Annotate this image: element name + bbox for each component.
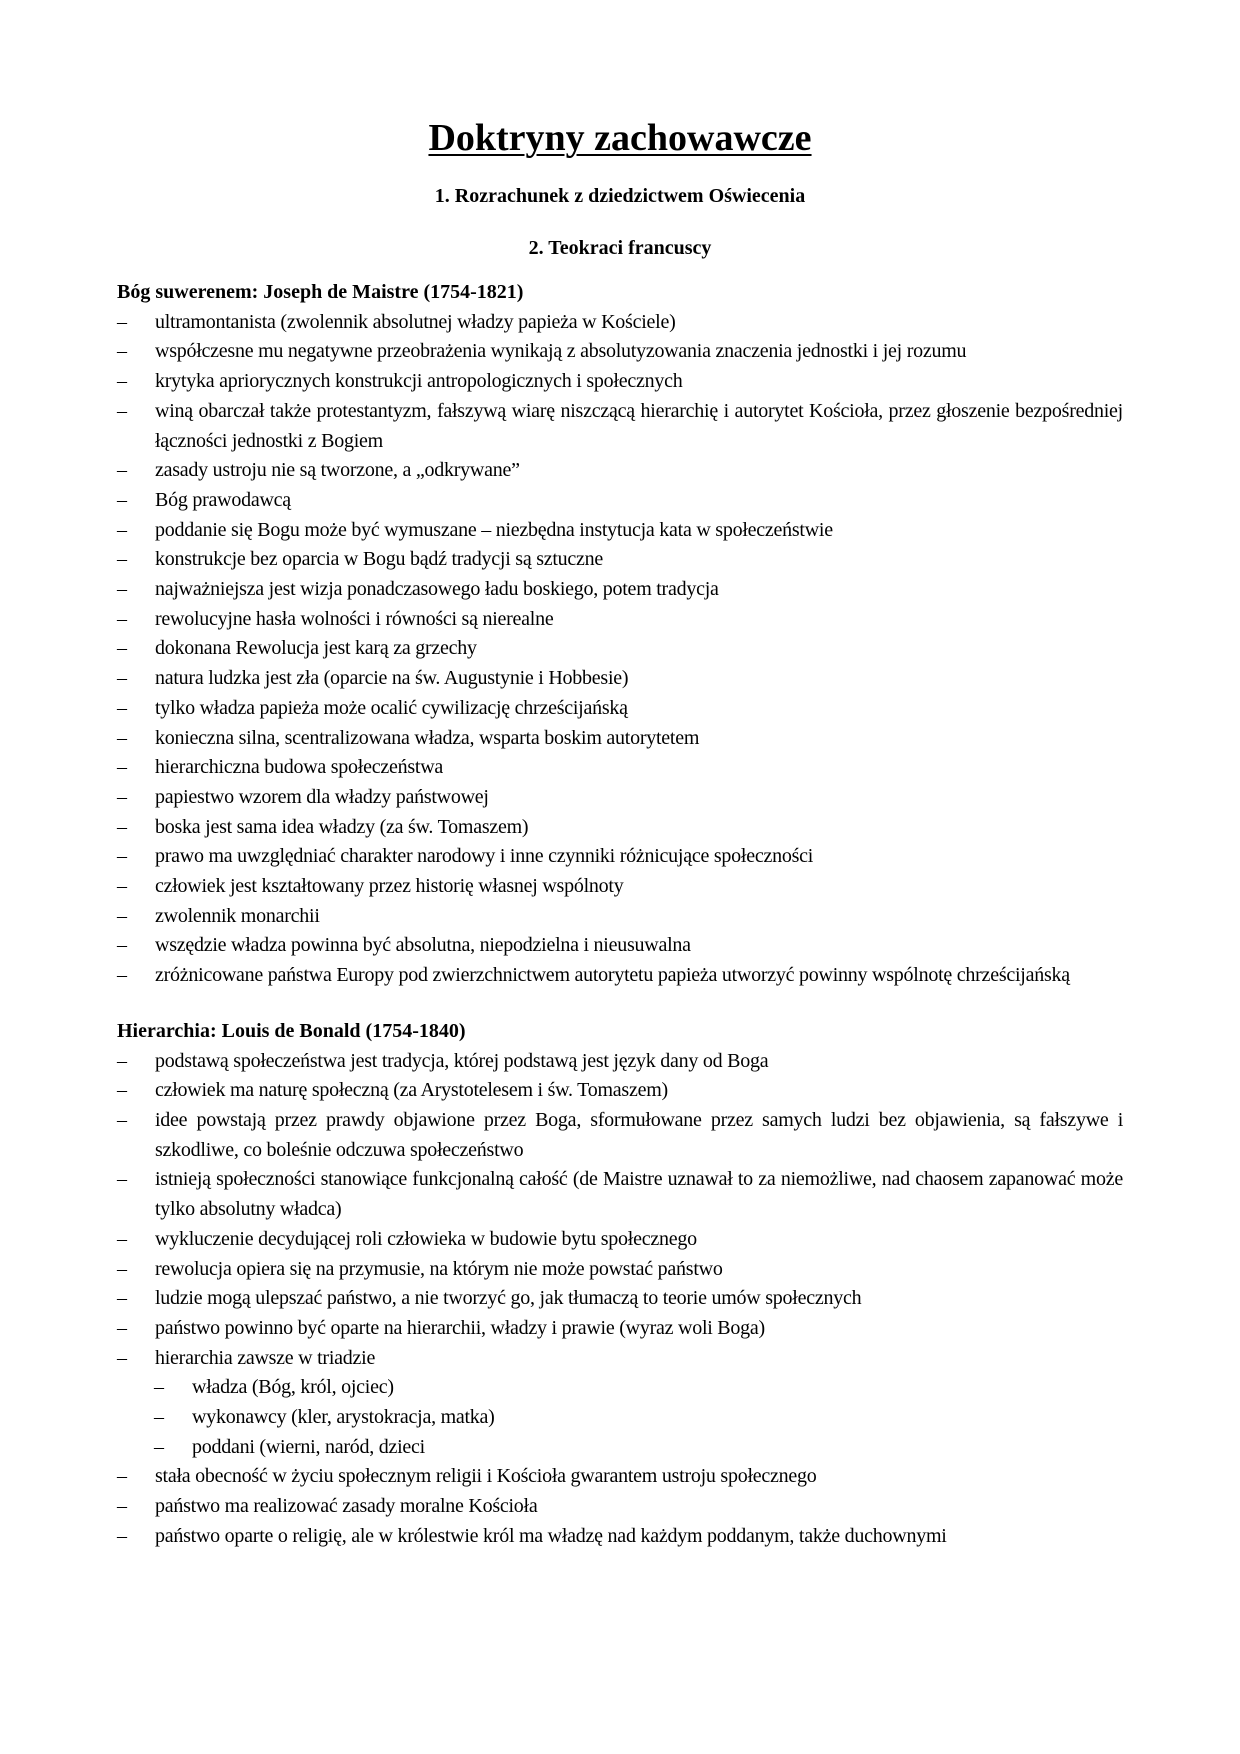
list-item-text: stała obecność w życiu społecznym religii i Kościoła gwarantem ustroju społecznego <box>155 1465 817 1488</box>
dash-bullet-marker: – <box>154 1406 164 1429</box>
list-item <box>117 1165 1123 1224</box>
list-item <box>117 1047 1123 1077</box>
list-item-text: ludzie mogą ulepszać państwo, a nie tworzyć go, jak tłumaczą to teorie umów społecznych <box>155 1287 862 1310</box>
list-item-text: winą obarczał także protestantyzm, fałszywą wiarę niszczącą hierarchię i autorytet Kościoła, przez głoszenie bezpośredniej łączności jednostki z Bogiem <box>155 399 1123 452</box>
section-heading-2: 2. Teokraci francuscy <box>528 237 712 259</box>
dash-bullet-marker: – <box>117 667 127 690</box>
dash-bullet-marker: – <box>117 815 127 838</box>
list-item-text: tylko władza papieża może ocalić cywilizację chrześcijańską <box>155 696 628 719</box>
list-item-text: rewolucja opiera się na przymusie, na którym nie może powstać państwo <box>155 1257 723 1280</box>
list-item <box>117 397 1123 456</box>
dash-bullet-marker: – <box>117 785 127 808</box>
list-item <box>117 842 1123 872</box>
dash-bullet-marker: – <box>117 399 127 422</box>
dash-bullet-marker: – <box>117 459 127 482</box>
list-item <box>117 694 1123 724</box>
list-item-text: hierarchiczna budowa społeczeństwa <box>155 756 444 779</box>
list-item-text: natura ludzka jest zła (oparcie na św. Augustynie i Hobbesie) <box>155 667 629 690</box>
dash-bullet-marker: – <box>117 1079 127 1102</box>
dash-bullet-marker: – <box>117 340 127 363</box>
list-item-text: człowiek ma naturę społeczną (za Arystotelesem i św. Tomaszem) <box>155 1079 668 1102</box>
list-item <box>117 1225 1123 1255</box>
list-item-text: wykonawcy (kler, arystokracja, matka) <box>192 1406 495 1429</box>
list-item <box>117 1373 1123 1403</box>
list-item-text: ultramontanista (zwolennik absolutnej władzy papieża w Kościele) <box>155 310 676 333</box>
list-item <box>117 1433 1123 1463</box>
list-item <box>117 753 1123 783</box>
dash-bullet-marker: – <box>117 934 127 957</box>
list-item-text: Bóg prawodawcą <box>155 488 291 511</box>
list-item-text: konieczna silna, scentralizowana władza, wsparta boskim autorytetem <box>155 726 700 749</box>
list-item <box>117 872 1123 902</box>
subsection-heading-de-maistre: Bóg suwerenem: Joseph de Maistre (1754-1821) <box>117 281 524 303</box>
de-bonald-list-continued <box>117 1462 1123 1551</box>
list-item-text: państwo ma realizować zasady moralne Kościoła <box>155 1495 538 1518</box>
dash-bullet-marker: – <box>117 845 127 868</box>
dash-bullet-marker: – <box>117 370 127 393</box>
dash-bullet-marker: – <box>117 1227 127 1250</box>
dash-bullet-marker: – <box>117 904 127 927</box>
list-item <box>117 1462 1123 1492</box>
list-item-text: istnieją społeczności stanowiące funkcjonalną całość (de Maistre uznawał to za niemożliwe, nad chaosem zapanować może tylko absolutny władca) <box>155 1168 1123 1221</box>
dash-bullet-marker: – <box>117 578 127 601</box>
list-item <box>117 1314 1123 1344</box>
list-item <box>117 1076 1123 1106</box>
list-item-text: państwo powinno być oparte na hierarchii, władzy i prawie (wyraz woli Boga) <box>155 1316 765 1339</box>
list-item-text: zwolennik monarchii <box>155 904 320 927</box>
list-item <box>117 1522 1123 1552</box>
de-bonald-list <box>117 1047 1123 1374</box>
list-item-text: wykluczenie decydującej roli człowieka w budowie bytu społecznego <box>155 1227 697 1250</box>
dash-bullet-marker: – <box>117 1316 127 1339</box>
list-item-text: rewolucyjne hasła wolności i równości są nierealne <box>155 607 554 630</box>
list-item <box>117 337 1123 367</box>
list-item <box>117 634 1123 664</box>
list-item <box>117 724 1123 754</box>
list-item <box>117 783 1123 813</box>
dash-bullet-marker: – <box>117 1049 127 1072</box>
dash-bullet-marker: – <box>117 488 127 511</box>
dash-bullet-marker: – <box>117 1465 127 1488</box>
document-title: Doktryny zachowawcze <box>428 117 812 159</box>
dash-bullet-marker: – <box>117 964 127 987</box>
list-item-text: najważniejsza jest wizja ponadczasowego ładu boskiego, potem tradycja <box>155 578 719 601</box>
dash-bullet-marker: – <box>117 1495 127 1518</box>
dash-bullet-marker: – <box>117 548 127 571</box>
list-item <box>117 545 1123 575</box>
list-item-text: dokonana Rewolucja jest karą za grzechy <box>155 637 477 660</box>
list-item <box>117 1492 1123 1522</box>
document-page <box>117 112 1123 1552</box>
dash-bullet-marker: – <box>117 1346 127 1369</box>
list-item-text: krytyka apriorycznych konstrukcji antropologicznych i społecznych <box>155 370 683 393</box>
list-item-text: hierarchia zawsze w triadzie <box>155 1346 376 1369</box>
list-item <box>117 813 1123 843</box>
dash-bullet-marker: – <box>117 726 127 749</box>
subsection-heading-de-bonald: Hierarchia: Louis de Bonald (1754-1840) <box>117 1019 466 1042</box>
list-item-text: współczesne mu negatywne przeobrażenia wynikają z absolutyzowania znaczenia jednostki i jej rozumu <box>155 340 967 363</box>
dash-bullet-marker: – <box>117 1287 127 1310</box>
list-item <box>117 664 1123 694</box>
list-item <box>117 516 1123 546</box>
dash-bullet-marker: – <box>117 1108 127 1131</box>
dash-bullet-marker: – <box>154 1435 164 1458</box>
dash-bullet-marker: – <box>117 756 127 779</box>
list-item <box>117 1344 1123 1374</box>
dash-bullet-marker: – <box>117 1257 127 1280</box>
list-item <box>117 456 1123 486</box>
list-item-text: człowiek jest kształtowany przez historię własnej wspólnoty <box>155 875 624 898</box>
list-item-text: papiestwo wzorem dla władzy państwowej <box>155 785 489 808</box>
list-item-text: zróżnicowane państwa Europy pod zwierzchnictwem autorytetu papieża utworzyć powinny wspólnotę chrześcijańską <box>155 964 1070 987</box>
dash-bullet-marker: – <box>117 637 127 660</box>
list-item-text: konstrukcje bez oparcia w Bogu bądź tradycji są sztuczne <box>155 548 604 571</box>
list-item-text: prawo ma uwzględniać charakter narodowy i inne czynniki różnicujące społeczności <box>155 845 814 868</box>
section-heading-1: 1. Rozrachunek z dziedzictwem Oświecenia <box>434 185 806 207</box>
list-item-text: podstawą społeczeństwa jest tradycja, której podstawą jest język dany od Boga <box>155 1049 769 1072</box>
dash-bullet-marker: – <box>117 1168 127 1191</box>
de-maistre-list <box>117 308 1123 991</box>
dash-bullet-marker: – <box>117 310 127 333</box>
list-item-text: idee powstają przez prawdy objawione przez Boga, sformułowane przez samych ludzi bez objawienia, są fałszywe i szkodliwe, co boleśnie odczuwa społeczeństwo <box>155 1108 1123 1161</box>
dash-bullet-marker: – <box>117 875 127 898</box>
dash-bullet-marker: – <box>117 518 127 541</box>
list-item-text: państwo oparte o religię, ale w królestwie król ma władzę nad każdym poddanym, także duchownymi <box>155 1524 947 1547</box>
dash-bullet-marker: – <box>117 607 127 630</box>
list-item-text: boska jest sama idea władzy (za św. Tomaszem) <box>155 815 529 838</box>
list-item <box>117 575 1123 605</box>
list-item <box>117 1106 1123 1165</box>
list-item <box>117 486 1123 516</box>
list-item <box>117 1255 1123 1285</box>
list-item-text: zasady ustroju nie są tworzone, a „odkrywane” <box>155 459 520 482</box>
list-item-text: wszędzie władza powinna być absolutna, niepodzielna i nieusuwalna <box>155 934 691 957</box>
list-item-text: poddanie się Bogu może być wymuszane – niezbędna instytucja kata w społeczeństwie <box>155 518 833 541</box>
list-item <box>117 902 1123 932</box>
dash-bullet-marker: – <box>117 696 127 719</box>
dash-bullet-marker: – <box>154 1376 164 1399</box>
list-item <box>117 931 1123 961</box>
list-item-text: poddani (wierni, naród, dzieci <box>192 1435 425 1458</box>
dash-bullet-marker: – <box>117 1524 127 1547</box>
list-item <box>117 605 1123 635</box>
list-item <box>117 308 1123 338</box>
list-item <box>117 1284 1123 1314</box>
list-item <box>117 367 1123 397</box>
list-item <box>117 961 1123 991</box>
list-item-text: władza (Bóg, król, ojciec) <box>192 1376 394 1399</box>
list-item <box>117 1403 1123 1433</box>
triad-nested-list <box>117 1373 1123 1462</box>
